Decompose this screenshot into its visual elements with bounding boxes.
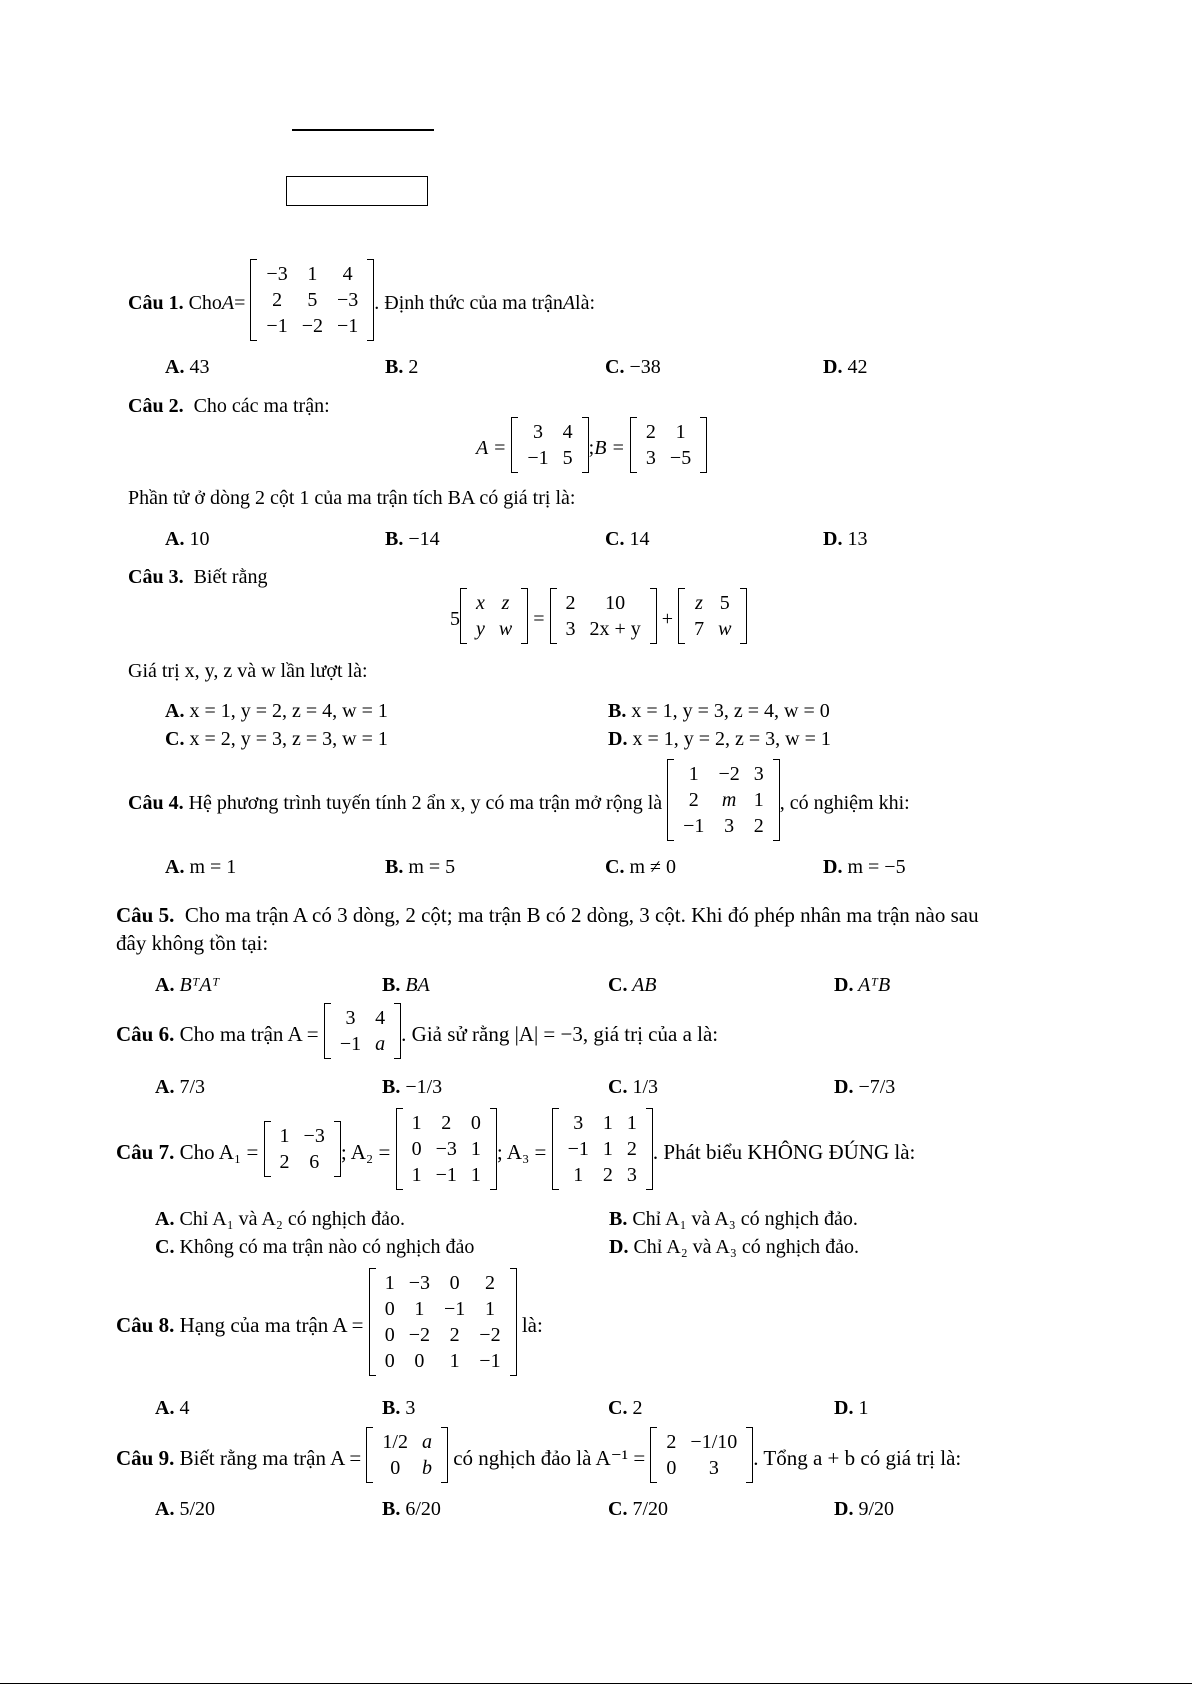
option-letter: C. <box>608 974 628 996</box>
q7-label: Câu 7. <box>116 1139 175 1164</box>
matrix-cell: −1 <box>479 1350 501 1372</box>
matrix-cell: 10 <box>605 592 626 614</box>
matrix-cell: −3 <box>435 1138 457 1160</box>
answer-option <box>608 1498 668 1521</box>
matrix-cell: 5 <box>562 447 573 469</box>
option-value: −14 <box>403 528 440 550</box>
answer-option <box>165 356 209 379</box>
q2-matrix-b <box>630 417 707 479</box>
option-value: 7/20 <box>627 1498 669 1520</box>
q2-matrix-a <box>511 417 588 479</box>
matrix-cell: 1 <box>449 1350 460 1372</box>
q4-text: Hệ phương trình tuyến tính 2 ẩn x, y có ma trận mở rộng là <box>188 791 663 814</box>
question-1 <box>128 262 595 344</box>
q1-eq: = <box>234 291 246 314</box>
matrix-cell: 0 <box>666 1457 677 1479</box>
q9-matrix-2 <box>650 1427 753 1489</box>
option-value: x = 1, y = 2, z = 3, w = 1 <box>627 728 831 750</box>
q2-text: Cho các ma trận: <box>193 395 330 417</box>
question-9 <box>116 1428 961 1488</box>
option-value: m = 1 <box>184 856 237 878</box>
matrix-bracket-right <box>521 588 528 644</box>
matrix-cell: 2 <box>753 815 764 837</box>
q9-matrix-1 <box>366 1427 448 1489</box>
matrix-cell: 4 <box>562 421 573 443</box>
matrix-cell: m <box>721 789 737 811</box>
question-8 <box>116 1268 543 1382</box>
q7-matrix-1 <box>264 1121 341 1183</box>
matrix-cell: 2 <box>565 592 576 614</box>
matrix-cell: 1 <box>602 1138 613 1160</box>
option-value: 7/3 <box>174 1076 206 1098</box>
matrix-cell: 3 <box>345 1007 356 1029</box>
q3-plus: + <box>661 607 674 630</box>
q3-matrix-3 <box>678 588 747 650</box>
matrix-cell: 1 <box>384 1272 395 1294</box>
matrix-cell: 5 <box>719 592 730 614</box>
answer-option <box>155 1397 189 1420</box>
option-letter: D. <box>834 1498 854 1520</box>
option-letter: C. <box>605 528 625 550</box>
option-letter: B. <box>385 528 404 550</box>
q5-text2: đây không tồn tại: <box>116 931 269 955</box>
matrix-cell: −1 <box>567 1138 589 1160</box>
q9-post: . Tổng a + b có giá trị là: <box>753 1445 962 1470</box>
q4-matrix <box>667 759 780 847</box>
matrix-bracket-left <box>324 1003 331 1059</box>
matrix-cell: 3 <box>533 421 543 443</box>
matrix-cell: 1 <box>411 1112 422 1134</box>
option-value: 13 <box>842 528 868 550</box>
matrix-cell: 1 <box>307 263 318 285</box>
option-value: BA <box>400 974 430 996</box>
matrix-cell: −2 <box>301 315 323 337</box>
option-value: Chỉ A₁ và A₂ có nghịch đảo. <box>174 1208 406 1230</box>
answer-option <box>605 528 649 551</box>
q1-post: . Định thức của ma trận <box>374 291 563 314</box>
option-value: 10 <box>184 528 210 550</box>
matrix-bracket-left <box>369 1268 376 1376</box>
option-letter: A. <box>165 856 185 878</box>
answer-option <box>382 1397 415 1420</box>
matrix-cell: −1/10 <box>690 1431 738 1453</box>
matrix-cell: 1 <box>626 1112 637 1134</box>
q2-statement: Phần tử ở dòng 2 cột 1 của ma trận tích BA có giá trị là: <box>128 487 576 509</box>
answer-option <box>823 856 906 879</box>
matrix-cell: −1 <box>339 1033 362 1055</box>
q1-matrix <box>250 259 374 347</box>
matrix-cell: −3 <box>266 263 288 285</box>
matrix-cell: 2 <box>279 1151 290 1173</box>
option-letter: A. <box>165 356 185 378</box>
matrix-bracket-left <box>396 1108 403 1190</box>
answer-option <box>155 1236 474 1259</box>
option-letter: B. <box>382 1397 401 1419</box>
option-letter: C. <box>155 1236 175 1258</box>
matrix-cell: 2 <box>645 421 656 443</box>
option-letter: B. <box>382 1076 401 1098</box>
matrix-cell: −1 <box>683 815 705 837</box>
matrix-cell: 2 <box>602 1164 613 1186</box>
answer-option <box>382 1076 442 1099</box>
matrix-cell: 0 <box>384 1298 395 1320</box>
q9-label: Câu 9. <box>116 1445 175 1470</box>
option-letter: A. <box>155 1498 175 1520</box>
q3-label: Câu 3. <box>128 566 184 588</box>
matrix-cell: 1 <box>414 1298 425 1320</box>
matrix-cell: 3 <box>626 1164 637 1186</box>
option-value: Không có ma trận nào có nghịch đảo <box>174 1236 475 1258</box>
matrix-cell: −1 <box>336 315 359 337</box>
q6-post: . Giả sử rằng |A| = −3, giá trị của a là: <box>401 1021 719 1046</box>
q2-label: Câu 2. <box>128 395 184 417</box>
matrix-cell: 1 <box>675 421 686 443</box>
answer-option <box>165 700 388 723</box>
matrix-cell: −1 <box>527 447 549 469</box>
option-letter: A. <box>155 974 175 996</box>
matrix-cell: 1/2 <box>382 1431 408 1453</box>
matrix-cell: −1 <box>444 1298 466 1320</box>
matrix-cell: z <box>501 592 510 614</box>
option-letter: C. <box>605 856 625 878</box>
option-letter: B. <box>385 856 404 878</box>
option-value: 5/20 <box>174 1498 216 1520</box>
answer-option <box>165 728 388 751</box>
answer-option <box>385 356 418 379</box>
matrix-bracket-right <box>510 1268 517 1376</box>
answer-option <box>155 1076 205 1099</box>
matrix-cell: 0 <box>384 1324 395 1346</box>
q6-label: Câu 6. <box>116 1021 175 1046</box>
option-value: 14 <box>624 528 650 550</box>
option-letter: B. <box>608 700 627 722</box>
matrix-cell: 2 <box>441 1112 452 1134</box>
option-letter: A. <box>165 528 185 550</box>
matrix-bracket-left <box>460 588 467 644</box>
matrix-bracket-left <box>264 1121 271 1177</box>
option-value: m ≠ 0 <box>624 856 676 878</box>
matrix-cell: 0 <box>411 1138 422 1160</box>
matrix-bracket-right <box>646 1108 653 1190</box>
q7-matrix-3 <box>552 1108 653 1196</box>
answer-option <box>608 974 657 997</box>
answer-option <box>165 856 236 879</box>
q9-mid: có nghịch đảo là A⁻¹ = <box>453 1445 646 1470</box>
answer-option <box>155 1498 215 1521</box>
option-letter: D. <box>823 856 843 878</box>
option-letter: A. <box>165 700 185 722</box>
question-2 <box>128 395 330 418</box>
matrix-cell: −1 <box>266 315 288 337</box>
option-letter: B. <box>382 1498 401 1520</box>
answer-option <box>609 1208 858 1231</box>
matrix-bracket-right <box>650 588 657 644</box>
answer-option <box>608 1076 658 1099</box>
option-letter: B. <box>382 974 401 996</box>
option-value: 1 <box>853 1397 869 1419</box>
option-value: m = −5 <box>842 856 906 878</box>
matrix-cell: y <box>476 618 485 640</box>
option-letter: D. <box>834 1397 854 1419</box>
matrix-cell: −2 <box>408 1324 431 1346</box>
matrix-bracket-left <box>678 588 685 644</box>
answer-option <box>608 700 830 723</box>
answer-option <box>609 1236 859 1259</box>
question-7 <box>116 1110 915 1194</box>
answer-option <box>382 974 430 997</box>
option-value: x = 1, y = 3, z = 4, w = 0 <box>626 700 830 722</box>
q1-pre: Cho <box>188 291 222 314</box>
option-letter: A. <box>155 1208 175 1230</box>
q7-s2: ; A₂ = <box>340 1139 391 1164</box>
option-value: x = 1, y = 2, z = 4, w = 1 <box>184 700 388 722</box>
answer-option <box>834 974 890 997</box>
matrix-cell: w <box>718 618 732 640</box>
matrix-bracket-right <box>394 1003 401 1059</box>
q8-matrix <box>369 1268 517 1382</box>
matrix-bracket-left <box>550 588 557 644</box>
q3-statement: Giá trị x, y, z và w lần lượt là: <box>128 660 368 682</box>
option-value: 2 <box>627 1397 643 1419</box>
q1-post-end: là: <box>575 291 596 314</box>
q2-a-lhs: A = <box>476 436 507 459</box>
option-letter: A. <box>155 1397 175 1419</box>
option-letter: C. <box>608 1076 628 1098</box>
matrix-bracket-right <box>582 417 589 473</box>
question-5 <box>116 903 979 928</box>
option-letter: D. <box>823 528 843 550</box>
option-value: 2 <box>403 356 419 378</box>
matrix-bracket-left <box>511 417 518 473</box>
option-value: AB <box>627 974 657 996</box>
answer-option <box>165 528 209 551</box>
matrix-bracket-left <box>650 1427 657 1483</box>
matrix-cell: 2 <box>272 289 283 311</box>
q4-label: Câu 4. <box>128 791 184 814</box>
q4-post: , có nghiệm khi: <box>779 791 910 814</box>
answer-option <box>605 356 661 379</box>
matrix-cell: 1 <box>484 1298 495 1320</box>
option-letter: C. <box>165 728 185 750</box>
matrix-cell: z <box>695 592 703 614</box>
q3-coef: 5 <box>450 607 460 630</box>
answer-option <box>608 1397 642 1420</box>
option-letter: D. <box>834 1076 854 1098</box>
matrix-cell: a <box>375 1033 386 1055</box>
option-value: x = 2, y = 3, z = 3, w = 1 <box>184 728 388 750</box>
matrix-cell: −5 <box>669 447 692 469</box>
answer-option <box>834 1076 895 1099</box>
matrix-cell: 0 <box>384 1350 395 1372</box>
matrix-cell: 0 <box>470 1112 481 1134</box>
answer-option <box>823 356 867 379</box>
matrix-cell: 2 <box>688 789 699 811</box>
q2-b-lhs: B = <box>594 436 625 459</box>
matrix-cell: 1 <box>411 1164 422 1186</box>
matrix-cell: 3 <box>708 1457 719 1479</box>
q1-label: Câu 1. <box>128 291 184 314</box>
answer-option <box>605 856 676 879</box>
matrix-cell: 4 <box>375 1007 386 1029</box>
matrix-bracket-right <box>700 417 707 473</box>
option-letter: D. <box>608 728 628 750</box>
option-value: 4 <box>174 1397 190 1419</box>
option-letter: D. <box>823 356 843 378</box>
matrix-cell: 1 <box>602 1112 613 1134</box>
answer-option <box>382 1498 441 1521</box>
matrix-cell: x <box>476 592 485 614</box>
question-3 <box>128 566 267 589</box>
option-letter: B. <box>609 1208 628 1230</box>
matrix-bracket-left <box>250 259 257 341</box>
matrix-cell: b <box>421 1457 432 1479</box>
header-rule <box>292 129 434 131</box>
matrix-cell: 3 <box>753 763 764 785</box>
option-letter: B. <box>385 356 404 378</box>
matrix-cell: −2 <box>718 763 740 785</box>
answer-option <box>834 1397 868 1420</box>
matrix-cell: −2 <box>479 1324 501 1346</box>
q8-label: Câu 8. <box>116 1312 175 1337</box>
matrix-bracket-right <box>746 1427 753 1483</box>
question-6 <box>116 1005 718 1063</box>
option-value: 3 <box>400 1397 416 1419</box>
q3-matrix-2 <box>550 588 657 650</box>
matrix-bracket-left <box>552 1108 559 1190</box>
matrix-cell: −3 <box>303 1125 325 1147</box>
matrix-cell: −3 <box>408 1272 431 1294</box>
answer-option <box>385 856 455 879</box>
option-letter: C. <box>605 356 625 378</box>
option-letter: D. <box>609 1236 629 1258</box>
matrix-cell: 0 <box>449 1272 460 1294</box>
answer-option <box>385 528 440 551</box>
q8-pre: Hạng của ma trận A = <box>179 1312 364 1337</box>
q3-equation <box>450 588 747 650</box>
option-value: Chỉ A₂ và A₃ có nghịch đảo. <box>628 1236 860 1258</box>
q6-pre: Cho ma trận A = <box>179 1021 319 1046</box>
answer-option <box>834 1498 894 1521</box>
answer-option <box>608 728 831 751</box>
q8-post: là: <box>521 1312 543 1337</box>
matrix-cell: 0 <box>414 1350 425 1372</box>
option-value: Chỉ A₁ và A₃ có nghịch đảo. <box>627 1208 858 1230</box>
matrix-cell: 3 <box>724 815 735 837</box>
matrix-cell: 2 <box>449 1324 460 1346</box>
matrix-cell: 5 <box>307 289 318 311</box>
matrix-bracket-left <box>630 417 637 473</box>
question-4 <box>128 762 910 844</box>
q1-post-var: A <box>562 291 576 314</box>
q7-pre: Cho A₁ = <box>179 1139 259 1164</box>
matrix-cell: −3 <box>336 289 359 311</box>
q3-matrix-1 <box>460 588 528 650</box>
matrix-cell: 2x + y <box>589 618 641 640</box>
header-box <box>286 176 428 206</box>
matrix-cell: w <box>498 618 513 640</box>
option-value: 1/3 <box>627 1076 659 1098</box>
option-letter: C. <box>608 1498 628 1520</box>
answer-option <box>155 974 219 997</box>
q2-matrices <box>476 418 707 478</box>
q7-s3: ; A₃ = <box>496 1139 547 1164</box>
matrix-bracket-right <box>773 759 780 841</box>
matrix-cell: 3 <box>565 618 576 640</box>
q7-matrix-2 <box>396 1108 497 1196</box>
q3-eq: = <box>533 607 545 630</box>
q3-text: Biết rằng <box>193 566 268 588</box>
matrix-cell: a <box>421 1431 432 1453</box>
matrix-cell: 6 <box>309 1151 320 1173</box>
footer-rule <box>0 1683 1192 1684</box>
option-value: 9/20 <box>853 1498 895 1520</box>
q7-post: . Phát biểu KHÔNG ĐÚNG là: <box>652 1139 916 1164</box>
matrix-cell: 7 <box>694 618 705 640</box>
matrix-cell: 1 <box>573 1164 584 1186</box>
q9-pre: Biết rằng ma trận A = <box>179 1445 362 1470</box>
answer-option <box>823 528 867 551</box>
matrix-cell: 2 <box>666 1431 677 1453</box>
matrix-cell: 2 <box>626 1138 637 1160</box>
q2-sep: ; <box>588 436 595 459</box>
matrix-cell: 3 <box>573 1112 584 1134</box>
option-value: BᵀAᵀ <box>174 974 220 996</box>
matrix-cell: −1 <box>435 1164 457 1186</box>
option-letter: C. <box>608 1397 628 1419</box>
matrix-cell: 0 <box>390 1457 401 1479</box>
matrix-bracket-right <box>441 1427 448 1483</box>
option-value: m = 5 <box>403 856 456 878</box>
matrix-cell: 4 <box>342 263 353 285</box>
matrix-bracket-left <box>366 1427 373 1483</box>
matrix-bracket-left <box>667 759 674 841</box>
option-value: −7/3 <box>853 1076 896 1098</box>
q5-text1: Cho ma trận A có 3 dòng, 2 cột; ma trận B có 2 dòng, 3 cột. Khi đó phép nhân ma trận nào sau <box>184 903 979 927</box>
matrix-bracket-right <box>490 1108 497 1190</box>
matrix-cell: 1 <box>470 1164 481 1186</box>
matrix-bracket-right <box>334 1121 341 1177</box>
option-letter: A. <box>155 1076 175 1098</box>
option-value: 6/20 <box>400 1498 441 1520</box>
option-value: AᵀB <box>853 974 891 996</box>
matrix-bracket-right <box>367 259 374 341</box>
answer-option <box>155 1208 405 1231</box>
option-value: −1/3 <box>400 1076 443 1098</box>
matrix-cell: 2 <box>484 1272 495 1294</box>
q6-matrix <box>324 1003 401 1065</box>
matrix-cell: 1 <box>753 789 764 811</box>
option-value: 43 <box>184 356 210 378</box>
matrix-bracket-right <box>740 588 747 644</box>
q5-label: Câu 5. <box>116 903 175 927</box>
option-value: −38 <box>624 356 661 378</box>
option-value: 42 <box>842 356 868 378</box>
matrix-cell: 1 <box>688 763 699 785</box>
option-letter: D. <box>834 974 854 996</box>
q1-var: A <box>221 291 235 314</box>
matrix-cell: 3 <box>645 447 656 469</box>
matrix-cell: 1 <box>470 1138 481 1160</box>
matrix-cell: 1 <box>279 1125 290 1147</box>
